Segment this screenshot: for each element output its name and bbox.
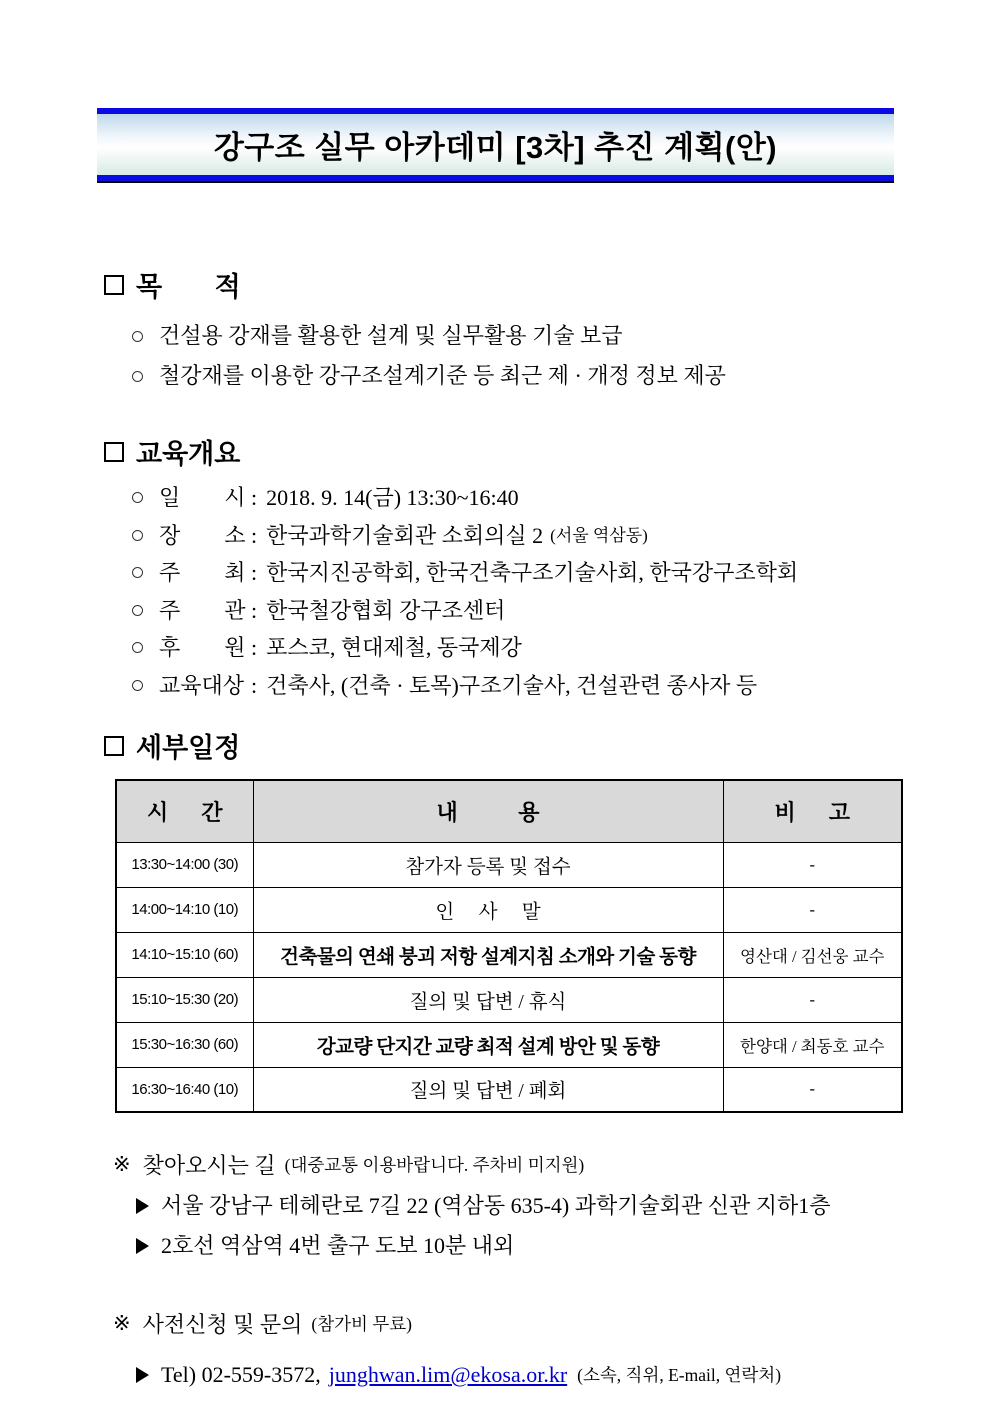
overview-row-venue — [0, 517, 992, 555]
document-title: 강구조 실무 아카데미 [3차] 추진 계획(안) — [213, 130, 778, 165]
schedule-content: 강교량 단지간 교량 최적 설계 방안 및 동향 — [253, 1022, 723, 1067]
schedule-row-lecture1 — [116, 932, 902, 977]
column-header-time: 시 간 — [116, 780, 253, 842]
circle-bullet-icon — [132, 331, 143, 342]
title-banner — [97, 108, 894, 183]
overview-row-date — [0, 479, 992, 517]
directions-item-address — [0, 1186, 992, 1226]
registration-subnote: (참가비 무료) — [311, 1314, 412, 1334]
purpose-item-text: 철강재를 이용한 강구조설계기준 등 최근 제 · 개정 정보 제공 — [159, 363, 726, 388]
arrow-icon — [136, 1367, 149, 1383]
schedule-time: 16:30~16:40 (10) — [116, 1067, 253, 1112]
banner-body — [97, 114, 894, 175]
section-schedule — [0, 726, 992, 1113]
overview-value: 한국철강협회 강구조센터 — [266, 597, 506, 623]
section-title-overview: 교육개요 — [136, 439, 241, 469]
column-header-content: 내 용 — [253, 780, 723, 842]
reference-mark-icon: ※ — [113, 1311, 131, 1335]
schedule-time: 14:10~15:10 (60) — [116, 932, 253, 977]
schedule-row — [116, 887, 902, 932]
label-colon: : — [251, 672, 258, 698]
directions-header — [0, 1149, 992, 1180]
contact-phone: Tel) 02-559-3572, — [161, 1362, 321, 1387]
schedule-row-lecture2 — [116, 1022, 902, 1067]
contact-email-link[interactable]: junghwan.lim@ekosa.or.kr — [328, 1362, 568, 1387]
contact-suffix: (소속, 직위, E-mail, 연락처) — [577, 1365, 782, 1385]
overview-list — [0, 479, 992, 704]
square-bullet-icon — [104, 275, 124, 295]
circle-bullet-icon — [132, 642, 143, 653]
registration-header — [0, 1308, 992, 1339]
label-colon: : — [251, 597, 258, 623]
schedule-time: 15:30~16:30 (60) — [116, 1022, 253, 1067]
overview-value: 한국과학기술회관 소회의실 2 — [266, 522, 544, 548]
schedule-time: 15:10~15:30 (20) — [116, 977, 253, 1022]
section-header-purpose — [0, 265, 992, 304]
schedule-remark: - — [723, 887, 902, 932]
schedule-table — [115, 779, 903, 1113]
reference-mark-icon: ※ — [113, 1152, 131, 1176]
label-colon: : — [251, 560, 258, 585]
circle-bullet-icon — [132, 680, 143, 691]
overview-row-organizer — [0, 592, 992, 630]
section-overview — [0, 432, 992, 704]
schedule-remark: 한양대 / 최동호 교수 — [723, 1022, 902, 1067]
overview-value: 건축사, (건축 · 토목)구조기술사, 건설관련 종사자 등 — [266, 672, 758, 698]
square-bullet-icon — [104, 442, 124, 462]
overview-row-sponsor — [0, 629, 992, 667]
overview-label: 일 시 — [159, 485, 246, 510]
schedule-remark: - — [723, 1067, 902, 1112]
schedule-remark: 영산대 / 김선웅 교수 — [723, 932, 902, 977]
circle-bullet-icon — [132, 567, 143, 578]
schedule-row — [116, 977, 902, 1022]
column-header-remark: 비 고 — [723, 780, 902, 842]
arrow-icon — [136, 1198, 149, 1214]
overview-label: 교육대상 — [159, 672, 245, 698]
circle-bullet-icon — [132, 371, 143, 382]
schedule-time: 14:00~14:10 (10) — [116, 887, 253, 932]
label-colon: : — [251, 485, 258, 510]
schedule-content: 질의 및 답변 / 폐회 — [253, 1067, 723, 1112]
label-colon: : — [251, 522, 258, 548]
directions-title: 찾아오시는 길 — [142, 1153, 276, 1178]
overview-label: 장 소 — [159, 522, 246, 548]
registration-note — [0, 1308, 992, 1395]
purpose-item — [0, 316, 992, 356]
overview-value: 포스코, 현대제철, 동국제강 — [266, 635, 522, 660]
schedule-content: 참가자 등록 및 접수 — [253, 842, 723, 887]
schedule-content: 인 사 말 — [253, 887, 723, 932]
contact-row — [0, 1355, 992, 1395]
square-bullet-icon — [104, 736, 124, 756]
circle-bullet-icon — [132, 492, 143, 503]
purpose-list — [0, 316, 992, 396]
overview-label: 후 원 — [159, 635, 246, 660]
banner-bottom-rule — [97, 175, 894, 183]
section-header-schedule — [0, 726, 992, 765]
schedule-row — [116, 842, 902, 887]
overview-row-audience — [0, 667, 992, 705]
directions-item-text: 2호선 역삼역 4번 출구 도보 10분 내외 — [161, 1233, 515, 1258]
circle-bullet-icon — [132, 530, 143, 541]
registration-title: 사전신청 및 문의 — [142, 1312, 303, 1337]
directions-note — [0, 1149, 992, 1266]
section-purpose — [0, 265, 992, 396]
overview-value: 2018. 9. 14(금) 13:30~16:40 — [266, 485, 519, 510]
schedule-row — [116, 1067, 902, 1112]
schedule-content: 건축물의 연쇄 붕괴 저항 설계지침 소개와 기술 동향 — [253, 932, 723, 977]
schedule-time: 13:30~14:00 (30) — [116, 842, 253, 887]
circle-bullet-icon — [132, 605, 143, 616]
purpose-item-text: 건설용 강재를 활용한 설계 및 실무활용 기술 보급 — [159, 323, 623, 348]
purpose-item — [0, 356, 992, 396]
schedule-remark: - — [723, 842, 902, 887]
schedule-remark: - — [723, 977, 902, 1022]
directions-item-text: 서울 강남구 테헤란로 7길 22 (역삼동 635-4) 과학기술회관 신관 지하1층 — [161, 1193, 831, 1218]
overview-value: 한국지진공학회, 한국건축구조기술사회, 한국강구조학회 — [266, 560, 799, 585]
schedule-header-row — [116, 780, 902, 842]
section-header-overview — [0, 432, 992, 471]
schedule-content: 질의 및 답변 / 휴식 — [253, 977, 723, 1022]
overview-label: 주 관 — [159, 597, 246, 623]
overview-label: 주 최 — [159, 560, 246, 585]
directions-item-subway — [0, 1226, 992, 1266]
arrow-icon — [136, 1238, 149, 1254]
section-title-schedule: 세부일정 — [136, 733, 241, 763]
directions-subnote: (대중교통 이용바랍니다. 주차비 미지원) — [284, 1155, 585, 1175]
overview-note: (서울 역삼동) — [550, 525, 648, 545]
section-title-purpose: 목 적 — [136, 272, 241, 302]
overview-row-host — [0, 554, 992, 592]
label-colon: : — [251, 635, 258, 660]
